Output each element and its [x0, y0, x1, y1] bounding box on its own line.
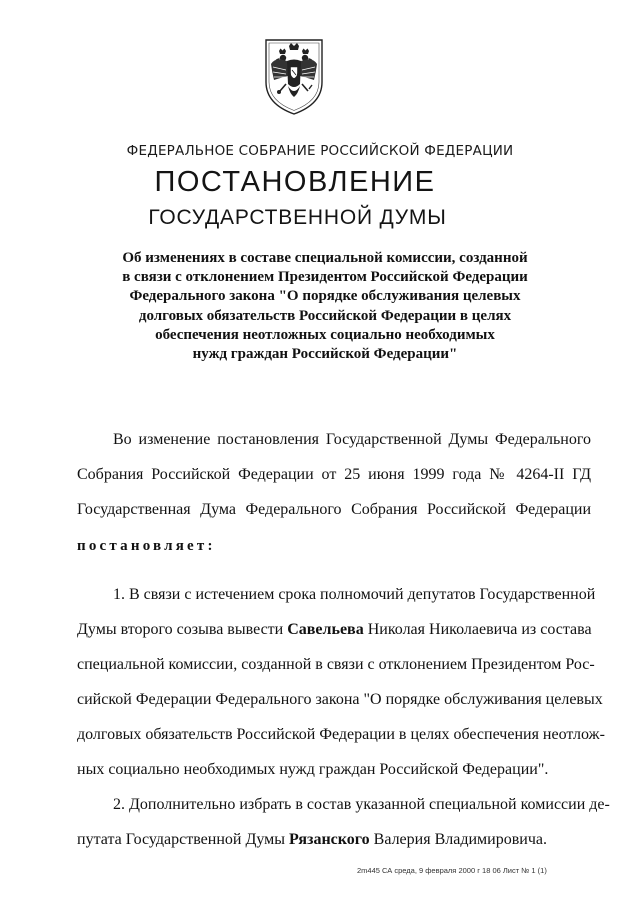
- resolution-heading: [90, 249, 560, 364]
- item1-line: долговых обязательств Российской Федерации в целях обеспечения неотлож-: [77, 726, 605, 743]
- item1-line: 1. В связи с истечением срока полномочий депутатов Государственной: [113, 586, 596, 603]
- item2-line: [77, 832, 591, 848]
- document-title: ПОСТАНОВЛЕНИЕ: [154, 166, 436, 198]
- item1-line: ных социально необходимых нужд граждан Российской Федерации".: [77, 761, 549, 778]
- heading-line: Федерального закона "О порядке обслуживания целевых: [129, 288, 521, 305]
- page-footer: 2m445 СА среда, 9 февраля 2000 г 18 06 Лист № 1 (1): [357, 866, 547, 875]
- decree-word: постановляет:: [77, 538, 216, 554]
- document-subtitle: ГОСУДАРСТВЕННОЙ ДУМЫ: [148, 206, 447, 229]
- russian-double-headed-eagle-icon: [262, 34, 326, 116]
- preamble-line: Собрания Российской Федерации от 25 июня 1999 года № 4264-II ГД: [77, 466, 591, 483]
- state-emblem: [262, 34, 326, 116]
- heading-line: долговых обязательств Российской Федерации в целях: [138, 307, 512, 324]
- item2-line: 2. Дополнительно избрать в состав указанной специальной комиссии де-: [113, 796, 610, 813]
- item2-text: Валерия Владимировича.: [369, 831, 547, 848]
- deputy-name-removed: Савельева: [287, 621, 364, 638]
- heading-line: обеспечения неотложных социально необходимых: [155, 326, 495, 343]
- item2-text: путата Государственной Думы: [77, 831, 290, 848]
- heading-line: в связи с отклонением Президентом Российской Федерации: [122, 269, 528, 286]
- organization-name: ФЕДЕРАЛЬНОЕ СОБРАНИЕ РОССИЙСКОЙ ФЕДЕРАЦИИ: [126, 143, 514, 159]
- item1-line: сийской Федерации Федерального закона "О порядке обслуживания целевых: [77, 691, 603, 708]
- item1-text: Николая Николаевича из состава: [363, 621, 592, 638]
- item1-text: Думы второго созыва вывести: [77, 621, 288, 638]
- item1-line: специальной комиссии, созданной в связи с отклонением Президентом Рос-: [77, 656, 595, 673]
- heading-line: нужд граждан Российской Федерации": [192, 346, 458, 363]
- deputy-name-added: Рязанского: [289, 831, 370, 848]
- preamble-line: Во изменение постановления Государственной Думы Федерального: [113, 431, 591, 448]
- item1-line: [77, 622, 591, 638]
- preamble-line: Государственная Дума Федерального Собрания Российской Федерации: [77, 501, 591, 518]
- heading-line: Об изменениях в составе специальной комиссии, созданной: [122, 250, 528, 266]
